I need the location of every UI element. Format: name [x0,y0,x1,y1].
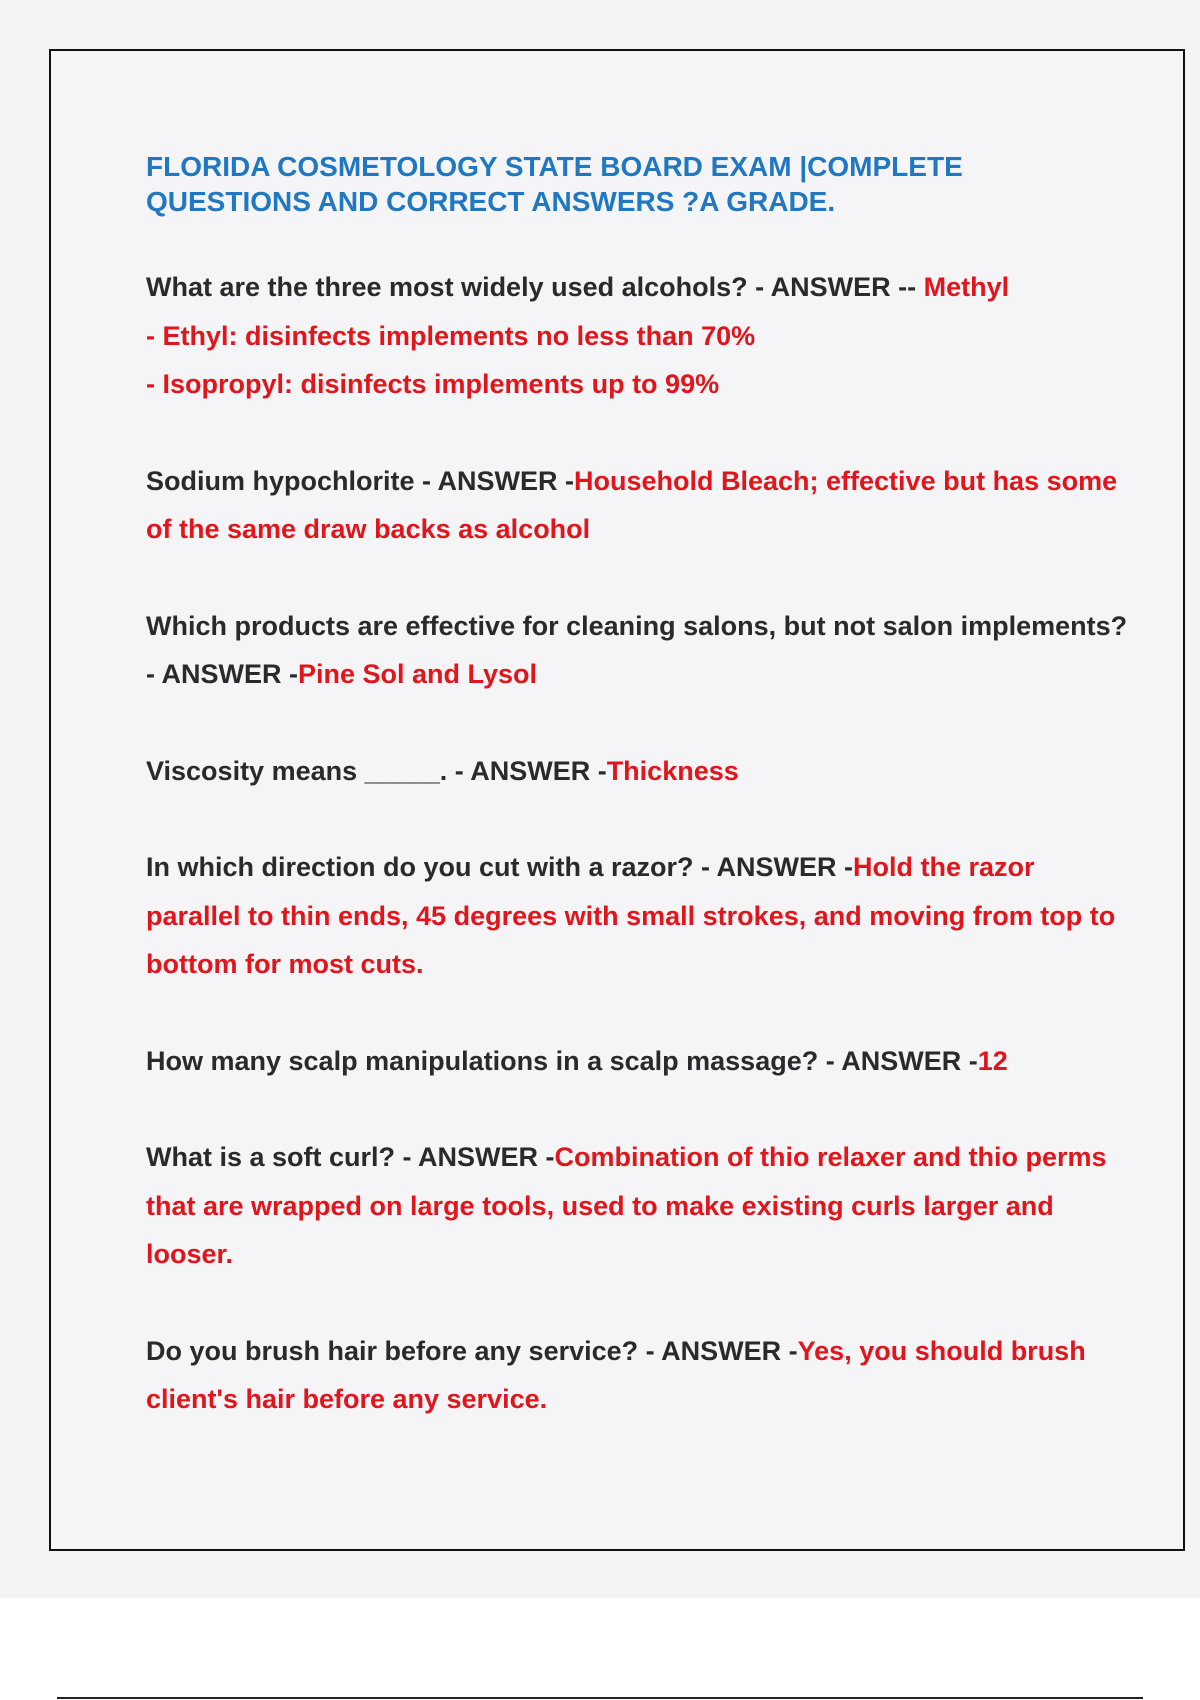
answer-text: Methyl [923,272,1010,302]
question-text: Viscosity means _____. - ANSWER - [146,755,607,786]
document-frame [49,49,1185,1551]
question-text: What are the three most widely used alcohols? - ANSWER -- [146,272,924,302]
question-text: What is a soft curl? - ANSWER - [146,1142,555,1172]
question-text: Which products are effective for cleaning salons, but not salon implements? - ANSWER - [146,610,1128,689]
qa-item-razor-direction [146,843,1136,989]
document-content [146,149,1136,1472]
question-text: Do you brush hair before any service? - ANSWER - [146,1335,798,1366]
answer-text: Yes, you should brush client's hair before any service. [146,1335,1086,1414]
qa-item-cleaning-products [146,602,1136,699]
qa-item-alcohols [146,263,1136,409]
answer-text: Hold the razor parallel to thin ends, 45 degrees with small strokes, and moving from top to bottom for most cuts. [146,852,1116,979]
qa-item-sodium-hypochlorite [146,457,1136,554]
qa-item-scalp-manipulations [146,1037,1136,1086]
answer-text: Household Bleach; effective but has some of the same draw backs as alcohol [146,465,1118,544]
answer-text: 12 [977,1045,1008,1076]
answer-text: Thickness [606,755,739,786]
question-text: Sodium hypochlorite - ANSWER - [146,465,574,496]
qa-item-brush-hair [146,1327,1136,1424]
answer-text: - Ethyl: disinfects implements no less than 70% [146,320,756,351]
qa-item-viscosity [146,747,1136,796]
question-text: In which direction do you cut with a razor? - ANSWER - [146,852,854,882]
footer-divider [57,1697,1143,1699]
answer-text: Combination of thio relaxer and thio perms that are wrapped on large tools, used to make existing curls larger and looser. [146,1142,1107,1269]
document-title: FLORIDA COSMETOLOGY STATE BOARD EXAM |COMPLETE QUESTIONS AND CORRECT ANSWERS ?A GRADE. [146,151,963,217]
answer-text: Pine Sol and Lysol [297,659,538,689]
qa-item-soft-curl [146,1133,1136,1279]
answer-text: - Isopropyl: disinfects implements up to 99% [146,369,720,399]
qa-list [146,263,1136,1424]
question-text: How many scalp manipulations in a scalp massage? - ANSWER - [146,1045,978,1076]
